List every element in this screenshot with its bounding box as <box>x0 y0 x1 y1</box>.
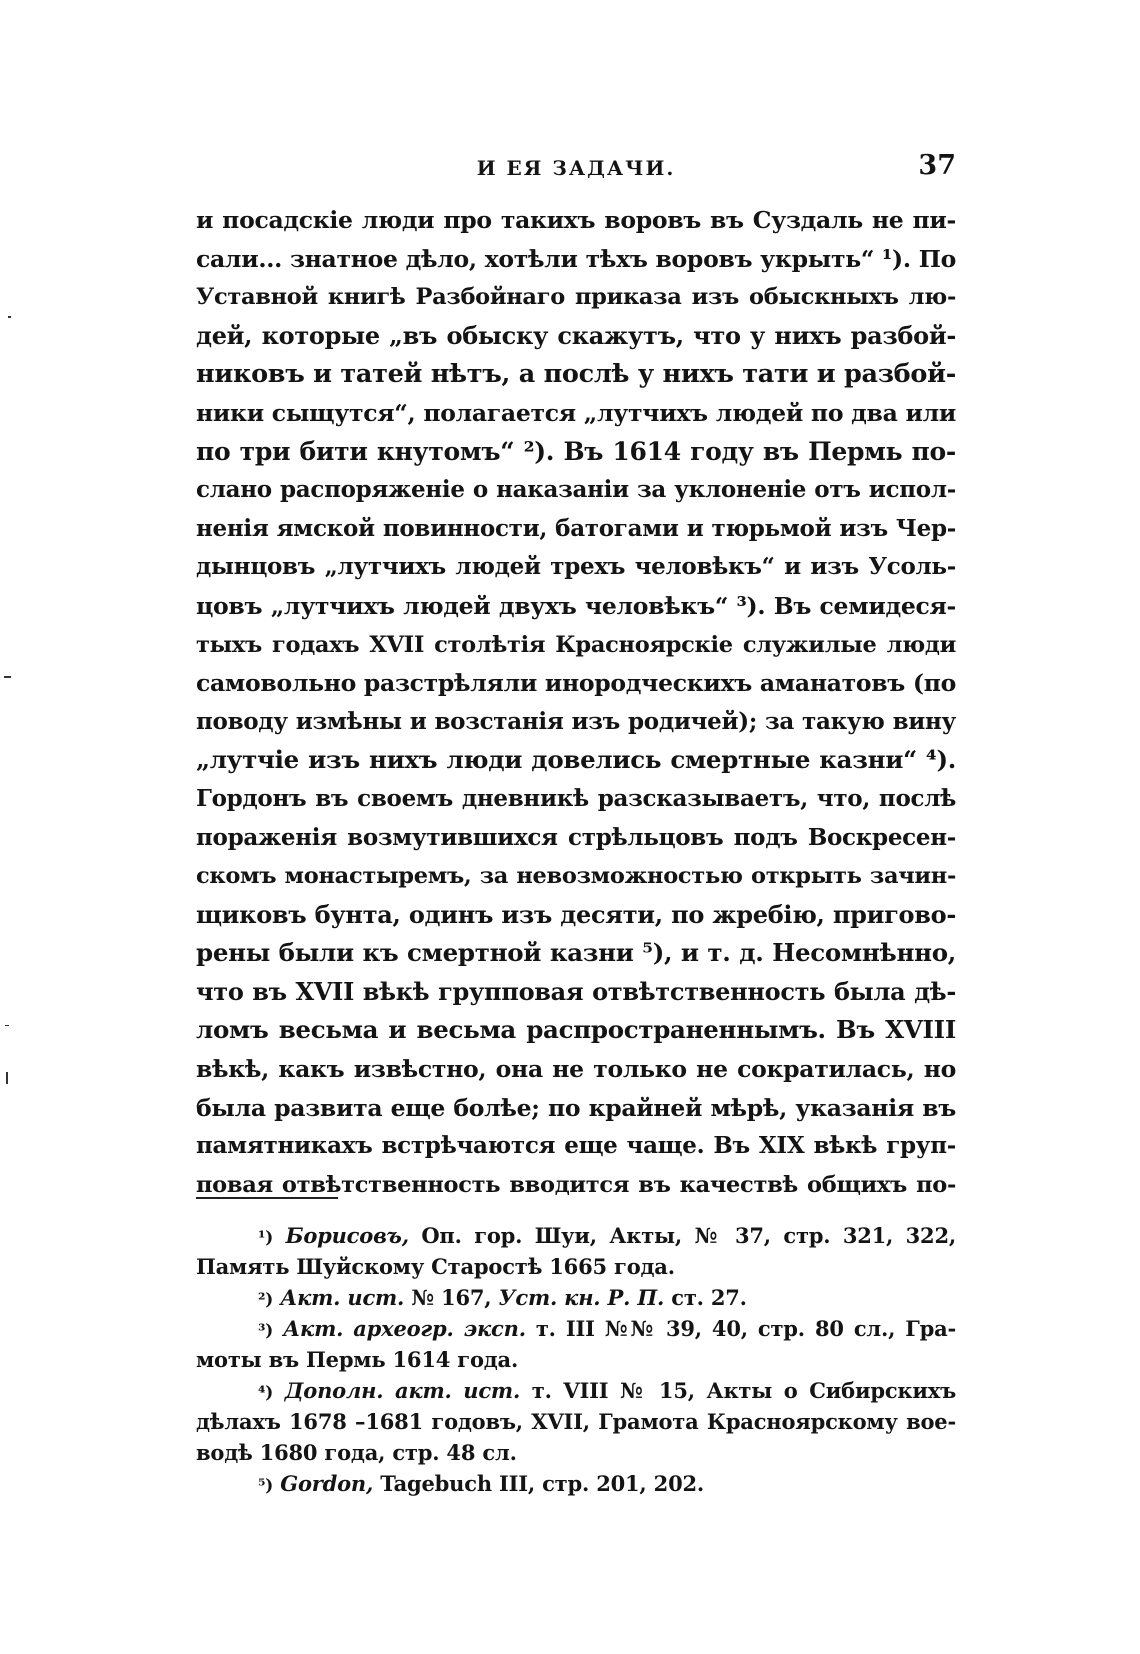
footnote-text: дѣлахъ 1678 –1681 годовъ, XVII, Грамота Красноярскому вое- <box>196 1409 956 1434</box>
footnote-author: Борисовъ, <box>285 1223 409 1248</box>
text-line: памятникахъ встрѣчаются еще чаще. Въ XIX вѣкѣ груп- <box>196 1132 956 1160</box>
text-line: ломъ весьма и весьма распространеннымъ. Въ XVIII <box>196 1015 956 1045</box>
footnote-ref: Дополн. акт. ист. <box>284 1378 521 1403</box>
scan-speck <box>5 1025 9 1026</box>
text-line: Гордонъ въ своемъ дневникѣ разсказываетъ, что, послѣ <box>196 784 956 812</box>
text-line: никовъ и татей нѣтъ, а послѣ у нихъ тати и разбой- <box>196 359 956 390</box>
text-line: дынцовъ „лутчихъ людей трехъ человѣкъ“ и изъ Усоль- <box>196 553 956 581</box>
text-line: дей, которые „въ обыску скажутъ, что у нихъ разбой- <box>196 320 956 350</box>
scan-speck <box>4 676 11 678</box>
footnote-marker: ⁵) <box>258 1476 274 1496</box>
running-header <box>196 150 956 190</box>
text-line: по три бити кнутомъ“ ²). Въ 1614 году въ Пермь по- <box>196 436 956 466</box>
text-line: ненія ямской повинности, батогами и тюрьмой изъ Чер- <box>196 514 956 542</box>
scan-speck <box>6 1072 8 1084</box>
footnote-text: Оп. гор. Шуи, Акты, № 37, стр. 321, 322, <box>421 1223 956 1248</box>
footnote-author: Gordon, <box>280 1471 374 1496</box>
footnote-text: водѣ 1680 года, стр. 48 сл. <box>196 1440 517 1465</box>
footnote-marker: ³) <box>258 1321 274 1341</box>
page-number: 37 <box>918 150 956 181</box>
text-line: ники сыщутся“, полагается „лутчихъ людей по два или <box>196 398 956 427</box>
text-line: поводу измѣны и возстанія изъ родичей); за такую вину <box>196 707 956 735</box>
footnote-divider <box>196 1197 338 1199</box>
footnote-ref: Акт. археогр. эксп. <box>283 1316 526 1341</box>
text-line: скомъ монастыремъ, за невозможностью открыть зачин- <box>196 863 956 890</box>
footnote-4 <box>196 1375 956 1406</box>
text-line: была развита еще болѣе; по крайней мѣрѣ, указанія въ <box>196 1093 956 1122</box>
footnote-1 <box>196 1220 956 1251</box>
footnote-4-cont <box>196 1406 956 1437</box>
footnote-text: ст. 27. <box>671 1285 747 1310</box>
footnote-text: моты въ Пермь 1614 года. <box>196 1347 519 1372</box>
text-line: самовольно разстрѣляли инородческихъ аманатовъ (по <box>196 669 957 698</box>
running-title: И ЕЯ ЗАДАЧИ. <box>476 156 676 180</box>
text-line: щиковъ бунта, одинъ изъ десяти, по жребію, пригово- <box>196 899 956 929</box>
footnote-text: Tagebuch III, стр. 201, 202. <box>380 1471 705 1496</box>
footnote-3 <box>196 1313 956 1344</box>
footnote-3-cont <box>196 1344 956 1375</box>
footnote-text: № 167, <box>411 1285 492 1310</box>
footnote-ref: Уст. кн. Р. П. <box>498 1285 665 1310</box>
text-line: пораженія возмутившихся стрѣльцовъ подъ Воскресен- <box>196 823 956 851</box>
body-text <box>196 201 956 1204</box>
footnote-text: т. III №№ 39, 40, стр. 80 сл., Гра- <box>535 1316 956 1341</box>
text-line: повая отвѣтственность вводится въ качествѣ общихъ по- <box>196 1171 956 1198</box>
text-line: рены были къ смертной казни ⁵), и т. д. Несомнѣнно, <box>196 938 956 968</box>
text-line: и посадскіе люди про такихъ воровъ въ Суздаль не пи- <box>196 206 956 234</box>
footnote-1-cont <box>196 1251 956 1282</box>
footnote-marker: ²) <box>258 1290 274 1310</box>
footnote-4-cont <box>196 1437 956 1468</box>
footnote-2 <box>196 1282 956 1313</box>
text-line: что въ XVII вѣкѣ групповая отвѣтственность была дѣ- <box>196 976 956 1006</box>
scan-speck <box>8 316 11 318</box>
text-line: Уставной книгѣ Разбойнаго приказа изъ обыскныхъ лю- <box>196 284 956 311</box>
footnote-5 <box>196 1468 956 1499</box>
text-line: цовъ „лутчихъ людей двухъ человѣкъ“ ³). Въ семидеся- <box>196 591 956 620</box>
footnote-ref: Акт. ист. <box>280 1285 405 1310</box>
footnote-marker: ¹) <box>258 1228 274 1248</box>
text-line: слано распоряженіе о наказаніи за уклоненіе отъ испол- <box>196 476 956 504</box>
footnote-text: Память Шуйскому Старостѣ 1665 года. <box>196 1254 675 1279</box>
footnote-marker: ⁴) <box>258 1383 274 1403</box>
text-line: „лутчіе изъ нихъ люди довелись смертные казни“ ⁴). <box>196 745 956 775</box>
footnotes <box>196 1220 956 1499</box>
text-line: вѣкѣ, какъ извѣстно, она не только не сократилась, но <box>196 1055 956 1084</box>
footnote-text: т. VIII № 15, Акты о Сибирскихъ <box>531 1378 956 1403</box>
text-line: тыхъ годахъ XVII столѣтія Красноярскіе служилые люди <box>196 631 956 658</box>
text-line: сали... знатное дѣло, хотѣли тѣхъ воровъ укрыть“ ¹). По <box>196 244 956 273</box>
